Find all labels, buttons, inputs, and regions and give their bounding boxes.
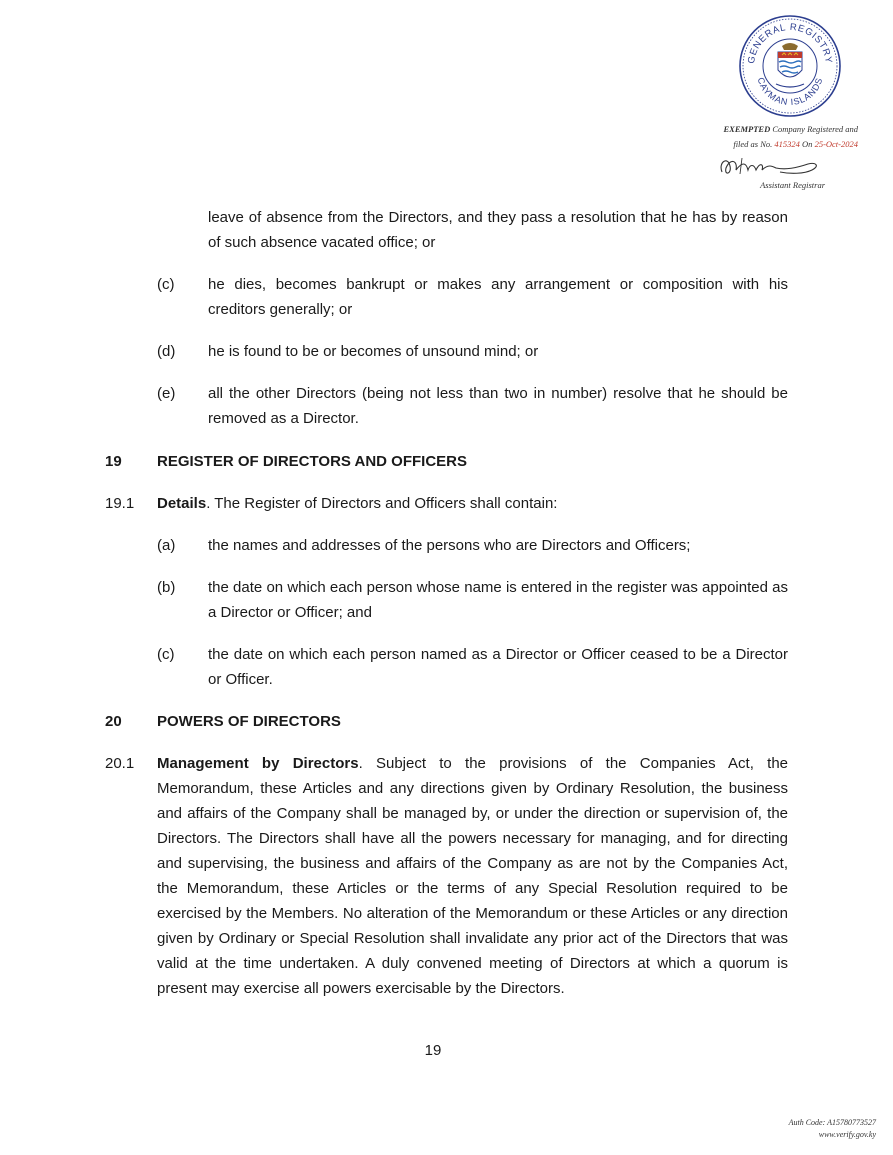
clause-number: 20.1 <box>105 755 135 772</box>
registration-text: Company Registered and <box>772 124 858 134</box>
filed-number: 415324 <box>774 139 800 149</box>
clause-number: 19.1 <box>105 495 135 512</box>
svg-text:GENERAL REGISTRY: GENERAL REGISTRY <box>745 21 835 65</box>
section-title: POWERS OF DIRECTORS <box>157 713 341 730</box>
item-label: (c) <box>157 276 175 293</box>
clause-heading: Details <box>157 495 207 512</box>
clause-paragraph <box>157 751 788 1001</box>
list-item-text: the date on which each person named as a Director or Officer ceased to be a Director or Officer. <box>208 646 788 688</box>
registration-status: EXEMPTED <box>723 124 771 134</box>
clause-text: . The Register of Directors and Officers shall contain: <box>206 495 558 512</box>
item-label: (a) <box>157 537 176 554</box>
general-registry-seal <box>738 14 842 118</box>
item-label: (d) <box>157 343 176 360</box>
section-title: REGISTER OF DIRECTORS AND OFFICERS <box>157 453 468 470</box>
item-label: (b) <box>157 579 176 596</box>
section-number: 19 <box>105 453 122 470</box>
svg-text:CAYMAN ISLANDS: CAYMAN ISLANDS <box>755 76 825 108</box>
signatory-title: Assistant Registrar <box>760 180 825 190</box>
continuation-paragraph: leave of absence from the Directors, and they pass a resolution that he has by reason of such absence vacated office; or <box>208 209 788 251</box>
list-item-text: the date on which each person whose name is entered in the register was appointed as a Director or Officer; and <box>208 579 788 621</box>
verify-url: www.verify.gov.ky <box>818 1130 876 1139</box>
registration-note <box>690 122 858 152</box>
filed-prefix: filed as No. <box>733 139 773 149</box>
filed-date: 25-Oct-2024 <box>814 139 858 149</box>
page-number: 19 <box>424 1042 442 1059</box>
section-number: 20 <box>105 713 122 730</box>
list-item-text: all the other Directors (being not less than two in number) resolve that he should be removed as a Director. <box>208 385 788 427</box>
item-label: (c) <box>157 646 175 663</box>
clause-heading: Management by Directors <box>157 755 359 772</box>
clause-paragraph <box>157 491 788 516</box>
list-item-text: he dies, becomes bankrupt or makes any arrangement or composition with his creditors generally; or <box>208 276 788 318</box>
list-item-text: he is found to be or becomes of unsound mind; or <box>208 343 539 360</box>
auth-footer <box>789 1117 876 1141</box>
clause-text: . Subject to the provisions of the Companies Act, the Memorandum, these Articles and any directions given by Ordinary Resolution, the business and affairs of the Company shall be managed by, or under the direction or supervision of, the Directors. The Directors shall have all the powers necessary for managing, and for directing and supervising, the business and affairs of the Company as are not by the Companies Act, the Memorandum, these Articles or the terms of any Special Resolution required to be exercised by the Members. No alteration of the Memorandum or these Articles or any direction given by Ordinary or Special Resolution shall invalidate any prior act of the Directors that was valid at the time undertaken. A duly convened meeting of Directors at which a quorum is present may exercise all powers exercisable by the Directors. <box>157 755 788 997</box>
on-label: On <box>802 139 813 149</box>
coat-of-arms-icon <box>776 43 804 87</box>
auth-code: Auth Code: A15780773527 <box>788 1118 876 1127</box>
list-item-text: the names and addresses of the persons who are Directors and Officers; <box>208 537 691 554</box>
item-label: (e) <box>157 385 176 402</box>
registrar-signature <box>716 152 826 180</box>
